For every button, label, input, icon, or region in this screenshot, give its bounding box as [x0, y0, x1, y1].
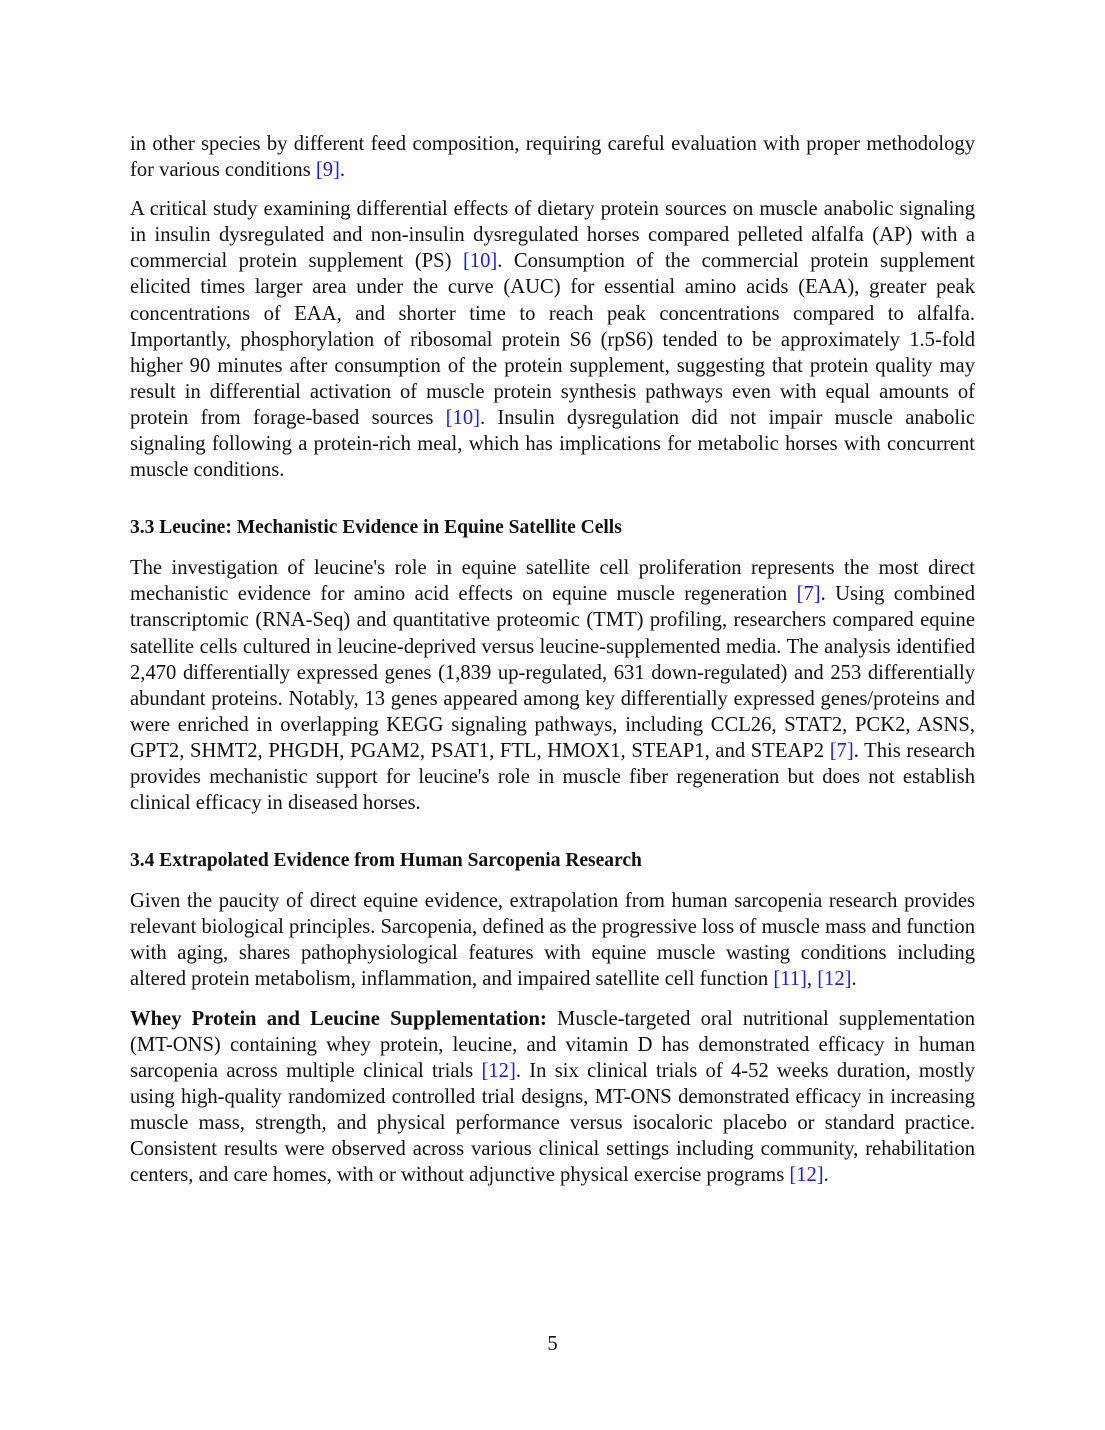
paragraph-feed-composition	[130, 131, 975, 183]
text-run: ,	[806, 968, 818, 991]
text-run: Given the paucity of direct equine evidence, extrapolation from human sarcopenia research provides relevant biological principles. Sarcopenia, defined as the progressive loss of muscle mass and function with aging, shares pathophysiological features with equine muscle wasting conditions including altered protein metabolism, inflammation, and impaired satellite cell function	[130, 890, 975, 991]
runin-heading-whey: Whey Protein and Leucine Supplementation:	[130, 1007, 547, 1030]
citation-link[interactable]: [10]	[445, 406, 480, 429]
text-run: . Consumption of the commercial protein supplement elicited times larger area under the curve (AUC) for essential amino acids (EAA), greater peak concentrations of EAA, and shorter time to reach peak concentrations compared to alfalfa. Importantly, phosphorylation of ribosomal protein S6 (rpS6) tended to be approximately 1.5-fold higher 90 minutes after consumption of the protein supplement, suggesting that protein quality may result in differential activation of muscle protein synthesis pathways even with equal amounts of protein from forage-based sources	[130, 250, 975, 429]
text-run: .	[823, 1164, 829, 1187]
whey-body	[130, 1008, 975, 1187]
page-number: 5	[547, 1333, 558, 1355]
section-heading-3-3: 3.3 Leucine: Mechanistic Evidence in Equine Satellite Cells	[130, 517, 622, 539]
text-run: A critical study examining differential effects of dietary protein sources on muscle anabolic signaling in insulin dysregulated and non-insulin dysregulated horses compared pelleted alfalfa (AP) with a commercial protein supplement (PS)	[130, 198, 975, 273]
document-page	[130, 131, 975, 1201]
text-run: The investigation of leucine's role in equine satellite cell proliferation represents the most direct mechanistic evidence for amino acid effects on equine muscle regeneration	[130, 557, 975, 606]
section-heading-3-4: 3.4 Extrapolated Evidence from Human Sarcopenia Research	[130, 850, 642, 872]
citation-link[interactable]: [9]	[315, 159, 340, 182]
citation-link[interactable]: [10]	[462, 250, 498, 273]
paragraph-alfalfa-study	[130, 196, 975, 483]
citation-link[interactable]: [11]	[773, 968, 807, 991]
citation-link[interactable]: [12]	[789, 1164, 824, 1187]
text-run: Muscle-targeted oral nutritional supplementation (MT-ONS) containing whey protein, leucine, and vitamin D has demonstrated efficacy in human sarcopenia across multiple clinical trials	[130, 1007, 975, 1082]
text-run: . This research provides mechanistic support for leucine's role in muscle fiber regeneration but does not establish clinical efficacy in diseased horses.	[130, 739, 976, 815]
citation-link[interactable]: [12]	[817, 968, 852, 991]
text-run: in other species by different feed composition, requiring careful evaluation with proper methodology for various conditions	[130, 133, 975, 182]
citation-link[interactable]: [7]	[796, 583, 821, 606]
citation-link[interactable]: [12]	[481, 1059, 516, 1082]
text-run: .	[851, 968, 857, 991]
paragraph-leucine-satellite-cells	[130, 555, 975, 816]
text-run: .	[339, 159, 346, 182]
paragraph-whey-protein	[130, 1006, 975, 1189]
paragraph-sarcopenia-intro	[130, 888, 975, 992]
text-run: . In six clinical trials of 4-52 weeks duration, mostly using high-quality randomized controlled trial designs, MT-ONS demonstrated efficacy in increasing muscle mass, strength, and physical performance versus isocaloric placebo or standard practice. Consistent results were observed across various clinical settings including community, rehabilitation centers, and care homes, with or without adjunctive physical exercise programs	[130, 1059, 975, 1187]
text-run: . Using combined transcriptomic (RNA-Seq) and quantitative proteomic (TMT) profiling, researchers compared equine satellite cells cultured in leucine-deprived versus leucine-supplemented media. The analysis identified 2,470 differentially expressed genes (1,839 up-regulated, 631 down-regulated) and 253 differentially abundant proteins. Notably, 13 genes appeared among key differentially expressed genes/proteins and were enriched in overlapping KEGG signaling pathways, including CCL26, STAT2, PCK2, ASNS, GPT2, SHMT2, PHGDH, PGAM2, PSAT1, FTL, HMOX1, STEAP1, and STEAP2	[130, 583, 975, 762]
citation-link[interactable]: [7]	[829, 739, 854, 762]
text-run: . Insulin dysregulation did not impair muscle anabolic signaling following a protein-rich meal, which has implications for metabolic horses with concurrent muscle conditions.	[130, 406, 976, 482]
